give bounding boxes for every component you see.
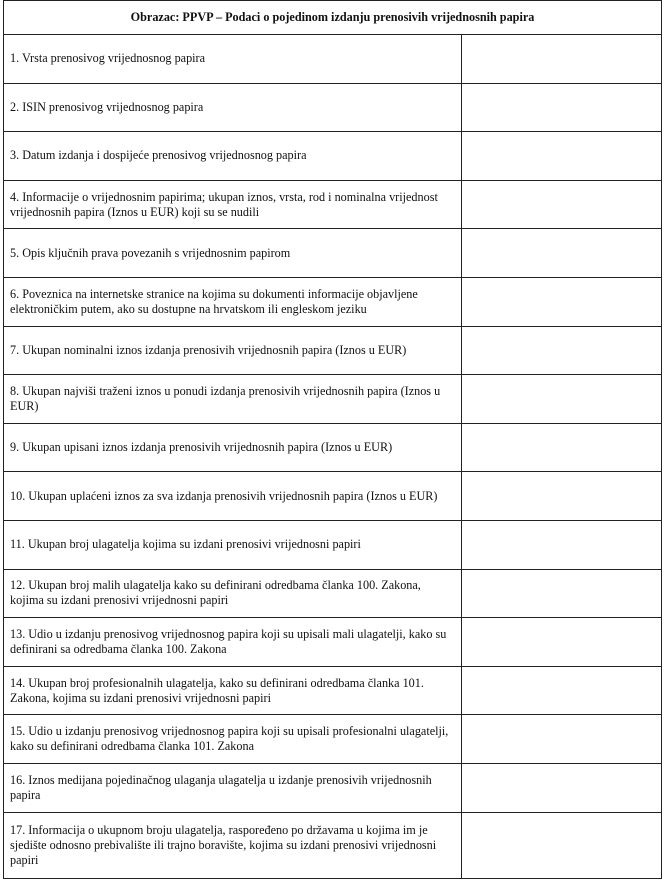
row-label: 7. Ukupan nominalni iznos izdanja prenosivih vrijednosnih papira (Iznos u EUR) [4,326,462,375]
table-row [4,812,662,878]
form-title: Obrazac: PPVP – Podaci o pojedinom izdanju prenosivih vrijednosnih papira [4,1,662,35]
row-label: 5. Opis ključnih prava povezanih s vrijednosnim papirom [4,229,462,278]
row-value-field[interactable] [462,277,662,326]
row-value-field[interactable] [462,520,662,569]
row-value-field[interactable] [462,229,662,278]
table-row [4,715,662,764]
row-label: 2. ISIN prenosivog vrijednosnog papira [4,83,462,132]
row-value-field[interactable] [462,812,662,878]
row-label: 14. Ukupan broj profesionalnih ulagatelja, kako su definirani odredbama članka 101. Zakona, kojima su izdani prenosivi vrijednosni papiri [4,666,462,715]
row-label: 4. Informacije o vrijednosnim papirima; ukupan iznos, vrsta, rod i nominalna vrijednost vrijednosnih papira (Iznos u EUR) koji su se nudili [4,180,462,229]
row-label: 9. Ukupan upisani iznos izdanja prenosivih vrijednosnih papira (Iznos u EUR) [4,423,462,472]
table-row [4,763,662,812]
row-label: 8. Ukupan najviši traženi iznos u ponudi izdanja prenosivih vrijednosnih papira (Iznos u EUR) [4,375,462,424]
row-label: 15. Udio u izdanju prenosivog vrijednosnog papira koji su upisali profesionalni ulagatelji, kako su definirani odredbama članka 101. Zakona [4,715,462,764]
row-value-field[interactable] [462,326,662,375]
row-value-field[interactable] [462,375,662,424]
table-row [4,618,662,667]
table-row [4,229,662,278]
table-row [4,520,662,569]
header-row [4,1,662,35]
table-row [4,180,662,229]
row-label: 6. Poveznica na internetske stranice na kojima su dokumenti informacije objavljene elektroničkim putem, ako su dostupne na hrvatskom ili engleskom jeziku [4,277,462,326]
row-label: 16. Iznos medijana pojedinačnog ulaganja ulagatelja u izdanje prenosivih vrijednosnih papira [4,763,462,812]
row-value-field[interactable] [462,618,662,667]
row-label: 13. Udio u izdanju prenosivog vrijednosnog papira koji su upisali mali ulagatelji, kako su definirani sa odredbama članka 100. Zakona [4,618,462,667]
row-value-field[interactable] [462,35,662,84]
table-row [4,423,662,472]
row-label: 12. Ukupan broj malih ulagatelja kako su definirani odredbama članka 100. Zakona, kojima su izdani prenosivi vrijednosni papiri [4,569,462,618]
table-row [4,569,662,618]
row-label: 1. Vrsta prenosivog vrijednosnog papira [4,35,462,84]
table-row [4,132,662,181]
table-row [4,666,662,715]
row-value-field[interactable] [462,423,662,472]
ppvp-form-table [3,0,662,879]
row-label: 17. Informacija o ukupnom broju ulagatelja, raspoređeno po državama u kojima im je sjedište odnosno prebivalište ili trajno boravište, kojima su izdani prenosivi vrijednosni papiri [4,812,462,878]
row-value-field[interactable] [462,472,662,521]
row-value-field[interactable] [462,715,662,764]
row-value-field[interactable] [462,83,662,132]
table-row [4,35,662,84]
form-rows [4,35,662,879]
row-label: 10. Ukupan uplaćeni iznos za sva izdanja prenosivih vrijednosnih papira (Iznos u EUR) [4,472,462,521]
table-row [4,277,662,326]
table-row [4,375,662,424]
row-label: 3. Datum izdanja i dospijeće prenosivog vrijednosnog papira [4,132,462,181]
table-row [4,472,662,521]
row-value-field[interactable] [462,666,662,715]
table-row [4,326,662,375]
row-label: 11. Ukupan broj ulagatelja kojima su izdani prenosivi vrijednosni papiri [4,520,462,569]
row-value-field[interactable] [462,132,662,181]
row-value-field[interactable] [462,569,662,618]
table-row [4,83,662,132]
row-value-field[interactable] [462,763,662,812]
row-value-field[interactable] [462,180,662,229]
